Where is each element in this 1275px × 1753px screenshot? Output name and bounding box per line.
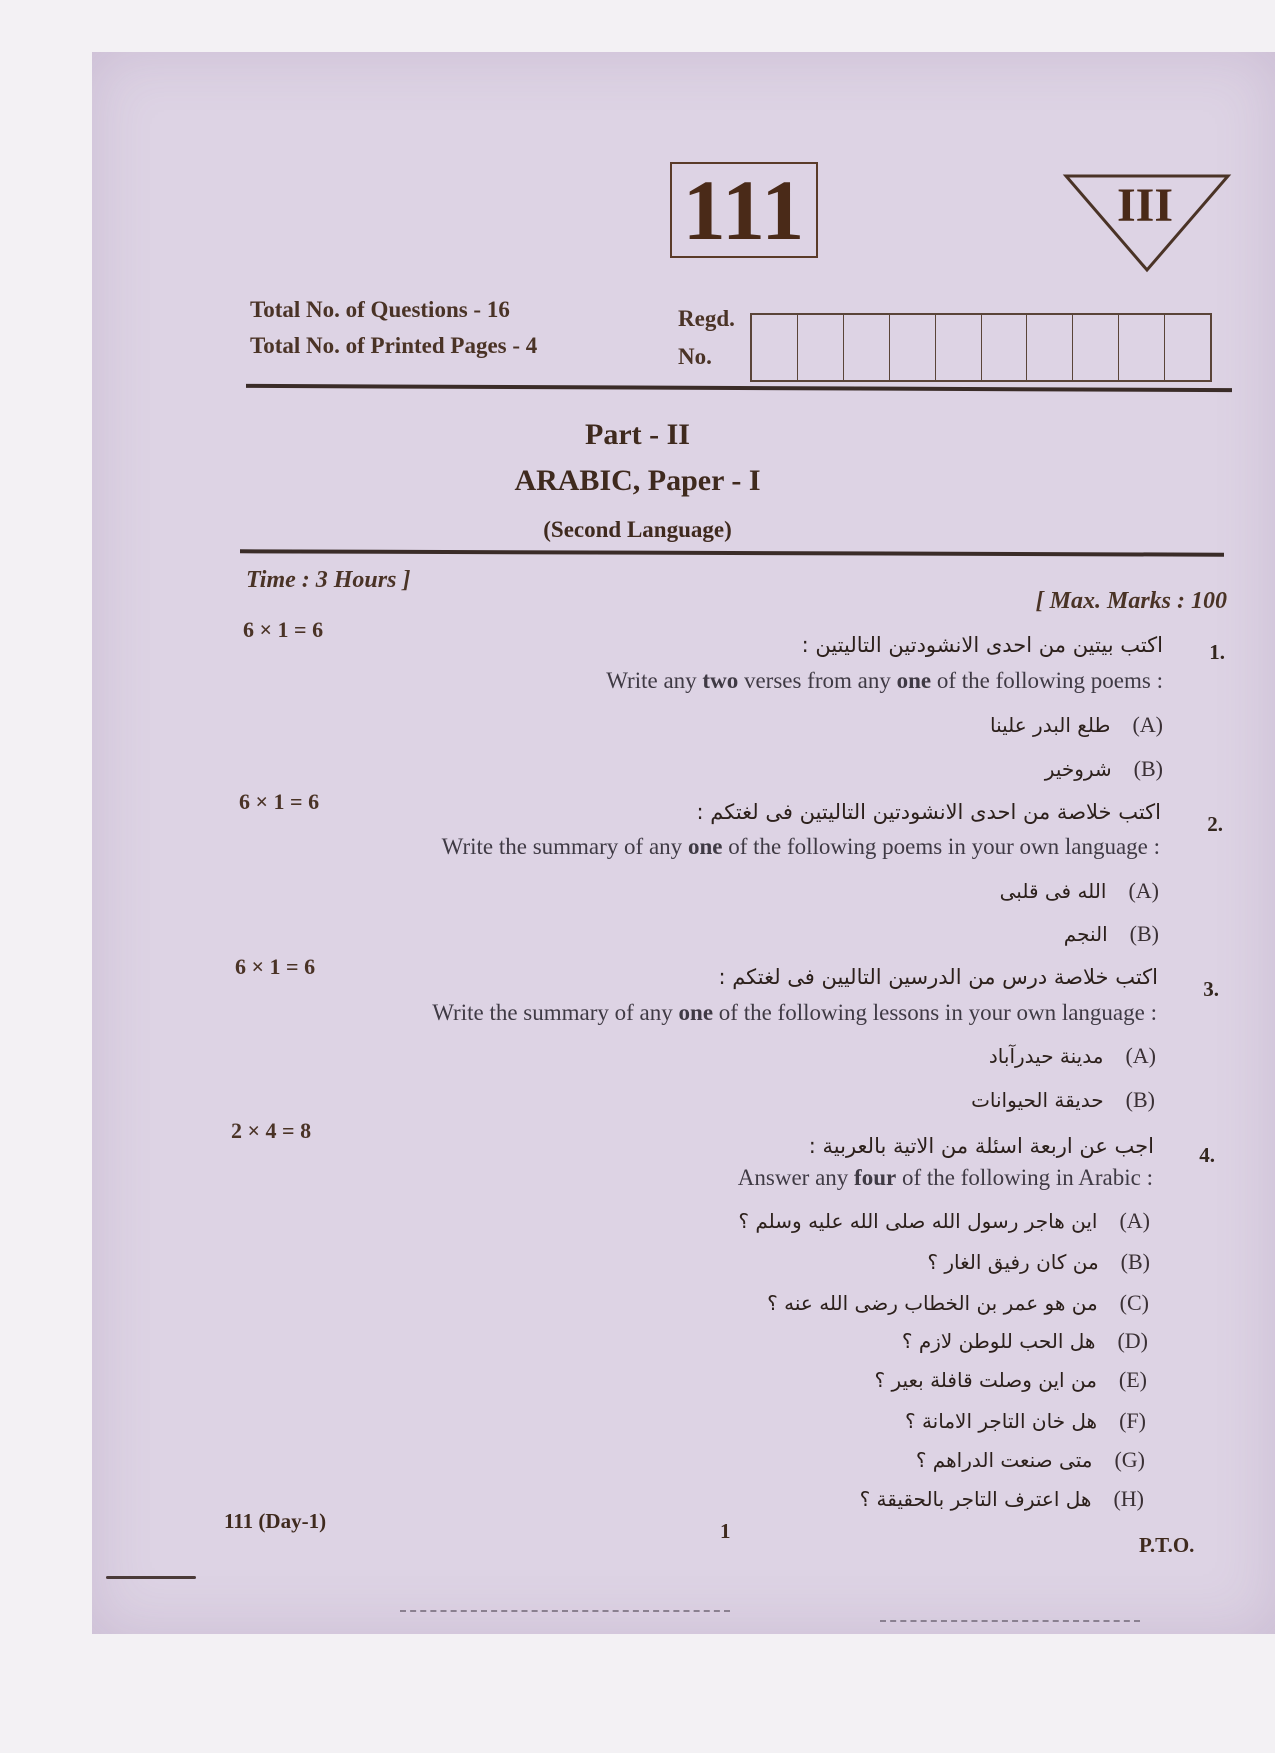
option-item: (A) اين هاجر رسول الله صلى الله عليه وسلم ؟ [738, 1208, 1150, 1233]
question-english: Write the summary of any one of the following poems in your own language : [441, 834, 1160, 859]
max-marks: [ Max. Marks : 100 [1035, 588, 1227, 614]
option-item: (B) من كان رفيق الغار ؟ [927, 1249, 1150, 1274]
regd-box [752, 315, 798, 380]
option-item: (C) من هو عمر بن الخطاب رضى الله عنه ؟ [767, 1290, 1149, 1315]
option-item: (F) هل خان التاجر الامانة ؟ [904, 1408, 1146, 1433]
scan-dash-line [880, 1620, 1140, 1622]
time-allowed: Time : 3 Hours ] [246, 567, 411, 593]
total-questions: Total No. of Questions - 16 [250, 297, 510, 322]
option-item: (A) الله فى قلبى [999, 878, 1159, 903]
question-marks: 2 × 4 = 8 [231, 1118, 312, 1143]
paper-code-box [670, 162, 818, 258]
regd-box [844, 315, 890, 380]
option-item: (E) من اين وصلت قافلة بعير ؟ [874, 1367, 1147, 1392]
regd-no-label: No. [678, 344, 712, 369]
option-item: (G) متى صنعت الدراهم ؟ [915, 1447, 1145, 1472]
option-item: (B) حديقة الحيوانات [971, 1087, 1155, 1112]
question-marks: 6 × 1 = 6 [235, 954, 316, 979]
regd-box [936, 315, 982, 380]
regd-label: Regd. [678, 306, 735, 331]
footer-code: 111 (Day-1) [224, 1509, 327, 1533]
regd-box [1165, 315, 1210, 380]
part-title: Part - II [585, 418, 690, 451]
option-item: (H) هل اعترف التاجر بالحقيقة ؟ [859, 1486, 1144, 1511]
question-number: .1 [1209, 640, 1225, 664]
subject-title: ARABIC, Paper - I [514, 464, 761, 497]
option-item: (D) هل الحب للوطن لازم ؟ [901, 1328, 1148, 1353]
page-number: 1 [720, 1519, 731, 1543]
question-number: .3 [1203, 977, 1219, 1001]
set-label: III [1116, 179, 1174, 232]
question-english: Write any two verses from any one of the following poems : [606, 668, 1163, 693]
option-item: (A) طلع البدر علينا [989, 712, 1163, 737]
question-marks: 6 × 1 = 6 [239, 789, 320, 814]
question-number: .4 [1199, 1143, 1215, 1167]
regd-box [1027, 315, 1073, 380]
language-note: (Second Language) [543, 517, 732, 542]
question-arabic: اجب عن اربعة اسئلة من الاتية بالعربية : [808, 1134, 1154, 1158]
regd-box [1073, 315, 1119, 380]
question-arabic: اكتب بيتين من احدى الانشودتين التاليتين : [801, 633, 1163, 657]
regd-box [982, 315, 1028, 380]
regd-box [890, 315, 936, 380]
paper-code: 111 [682, 162, 806, 258]
question-number: .2 [1207, 812, 1223, 836]
regd-box [1119, 315, 1165, 380]
option-item: (B) شروخير [1044, 756, 1163, 781]
total-pages: Total No. of Printed Pages - 4 [250, 333, 538, 358]
regd-box [798, 315, 844, 380]
question-english: Write the summary of any one of the following lessons in your own language : [432, 1000, 1157, 1025]
question-marks: 6 × 1 = 6 [243, 617, 324, 642]
scan-dash-line [400, 1610, 730, 1612]
pto-label: P.T.O. [1139, 1533, 1195, 1557]
regd-number-grid [750, 313, 1212, 382]
question-arabic: اكتب خلاصة من احدى الانشودتين التاليتين فى لغتكم : [696, 800, 1161, 824]
question-arabic: اكتب خلاصة درس من الدرسين التاليين فى لغتكم : [718, 965, 1158, 989]
option-item: (B) النجم [1063, 921, 1159, 946]
scan-smudge [106, 1576, 196, 1579]
option-item: (A) مدينة حيدرآباد [988, 1043, 1156, 1068]
question-english: Answer any four of the following in Arabic : [737, 1165, 1153, 1190]
